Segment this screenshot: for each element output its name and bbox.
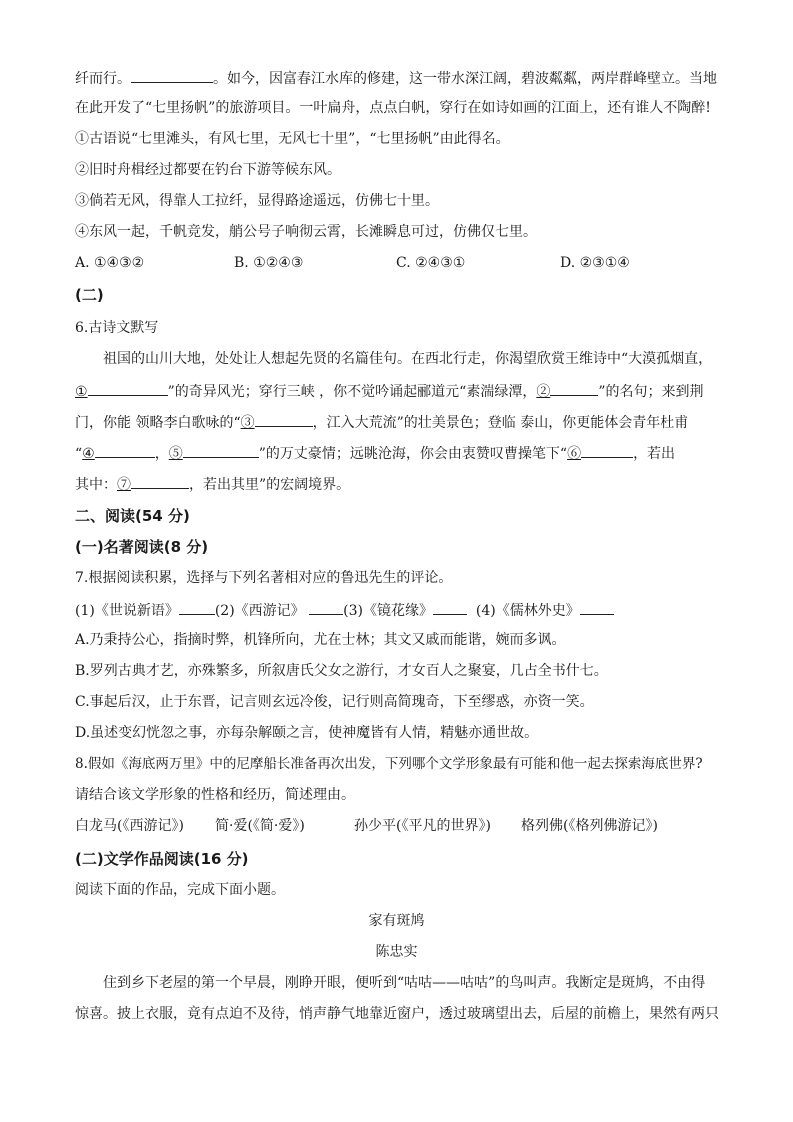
- subsection-1-heading: (一)名著阅读(8 分): [75, 538, 209, 556]
- q6-line-5: [75, 473, 725, 495]
- answer-blank: [131, 67, 213, 83]
- q5-sentence-2: ②旧时舟楫经过都要在钓台下游等候东风。: [75, 162, 341, 178]
- q8-line-2: 请结合该文学形象的性格和经历，简述理由。: [75, 787, 355, 803]
- article-title: 家有斑鸠: [368, 913, 425, 929]
- q8-candidate-2: 简·爱(《简·爱》): [215, 818, 305, 834]
- q5-sentence-4: ④东风一起，千帆竞发，艄公号子响彻云霄，长滩瞬息可过，仿佛仅七里。: [75, 224, 537, 240]
- q8-candidate-1: 白龙马(《西游记》): [75, 818, 184, 834]
- q8-candidate-3: 孙少平(《平凡的世界》): [354, 818, 491, 834]
- q6-line-2: [75, 380, 725, 402]
- part-2-heading: 二、阅读(54 分): [75, 507, 190, 525]
- q5-line-1: [75, 67, 725, 89]
- text: 门，你能 领略李白歌咏的“: [75, 415, 241, 431]
- q5-option-d: D. ②③①④: [560, 255, 630, 271]
- text: ，: [154, 446, 169, 462]
- text: 其中：: [75, 477, 117, 493]
- article-paragraph-line-1: 住到乡下老屋的第一个早晨，刚睁开眼，便听到“咕咕——咕咕”的鸟叫声。我断定是斑鸠，不由得: [103, 975, 706, 991]
- q8-candidate-4: 格列佛(《格列佛游记》): [521, 818, 658, 834]
- blank-marker: ⑤: [168, 446, 183, 462]
- q6-line-1: 祖国的山川大地，处处让人想起先贤的名篇佳句。在西北行走，你渴望欣赏王维诗中“大漠孤烟直，: [103, 351, 713, 367]
- q6-line-3: [75, 411, 725, 433]
- reading-instruction: 阅读下面的作品，完成下面小题。: [75, 882, 285, 898]
- text: ”的奇异风光；穿行三峡 ，你不觉吟诵起郦道元“素湍绿潭，: [167, 384, 537, 400]
- answer-blank: [580, 599, 614, 615]
- text: 纤而行。: [75, 71, 131, 87]
- blank-marker: ②: [536, 384, 551, 400]
- text: (4)《儒林外史》: [475, 603, 580, 619]
- text: ，江入大荒流”的壮美景色；登临 泰山，你更能体会青年杜甫: [312, 415, 689, 431]
- section-heading-2: (二): [75, 286, 104, 304]
- blank-marker: ④: [82, 446, 95, 462]
- blank-marker: ⑥: [567, 446, 582, 462]
- text: ”的名句；来到荆: [598, 384, 704, 400]
- q5-line-2: 在此开发了“七里扬帆”的旅游项目。一叶扁舟，点点白帆，穿行在如诗如画的江面上，还有谁人不陶醉!: [75, 100, 711, 116]
- text: 。如今，因富春江水库的修建，这一带水深江阔，碧波粼粼，两岸群峰壁立。当地: [213, 71, 717, 87]
- article-author: 陈忠实: [375, 944, 418, 960]
- answer-blank: [433, 599, 467, 615]
- text: ，若出其里”的宏阔境界。: [189, 477, 351, 493]
- q5-option-a: A. ①④③②: [75, 255, 145, 271]
- text: (3)《镜花缘》: [343, 603, 433, 619]
- blank-marker: ⑦: [117, 477, 131, 493]
- answer-blank: [179, 599, 215, 615]
- q7-title: 7.根据阅读积累，选择与下列名著相对应的鲁迅先生的评论。: [75, 570, 453, 586]
- answer-blank: [309, 599, 343, 615]
- answer-blank: [581, 442, 633, 458]
- blank-marker: ③: [240, 415, 255, 431]
- answer-blank: [183, 442, 259, 458]
- answer-blank: [95, 442, 155, 458]
- q5-sentence-1: ①古语说“七里滩头，有风七里，无风七十里”，“七里扬帆”由此得名。: [75, 131, 510, 147]
- subsection-2-heading: (二)文学作品阅读(16 分): [75, 850, 249, 868]
- text: “: [75, 446, 83, 462]
- blank-marker: ①: [75, 384, 88, 400]
- q7-choice-a: A.乃秉持公心，指摘时弊，机锋所向，尤在士林；其文又戚而能谐，婉而多讽。: [75, 632, 566, 648]
- text: (2)《西游记》: [214, 603, 305, 619]
- article-paragraph-line-2: 惊喜。披上衣服，竟有点迫不及待，悄声静气地靠近窗户，透过玻璃望出去，后屋的前檐上，果然有两只: [75, 1006, 719, 1022]
- q5-sentence-3: ③倘若无风，得靠人工拉纤，显得路途遥远，仿佛七十里。: [75, 193, 439, 209]
- text: ”的万丈豪情；远眺沧海，你会由衷赞叹曹操笔下“: [258, 446, 568, 462]
- q5-option-c: C. ②④③①: [396, 255, 466, 271]
- text: (1)《世说新语》: [75, 603, 179, 619]
- q5-option-b: B. ①②④③: [234, 255, 304, 271]
- answer-blank: [550, 380, 598, 396]
- q6-title: 6.古诗文默写: [75, 320, 159, 336]
- text: ，若出: [633, 446, 676, 462]
- q7-blanks: [75, 599, 725, 621]
- q7-choice-d: D.虽述变幻恍忽之事，亦每杂解颐之言，使神魔皆有人情，精魅亦通世故。: [75, 725, 539, 741]
- answer-blank: [88, 380, 168, 396]
- answer-blank: [255, 411, 313, 427]
- answer-blank: [131, 473, 189, 489]
- q6-line-4: [75, 442, 725, 464]
- q7-choice-c: C.事起后汉，止于东晋，记言则玄远冷俊，记行则高简瑰奇，下至缪惑，亦资一笑。: [75, 694, 594, 710]
- q8-line-1: 8.假如《海底两万里》中的尼摩船长准备再次出发，下列哪个文学形象最有可能和他一起去探索海底世界?: [75, 756, 703, 772]
- q7-choice-b: B.罗列古典才艺，亦殊繁多，所叙唐氏父女之游行，才女百人之聚宴，几占全书什七。: [75, 663, 608, 679]
